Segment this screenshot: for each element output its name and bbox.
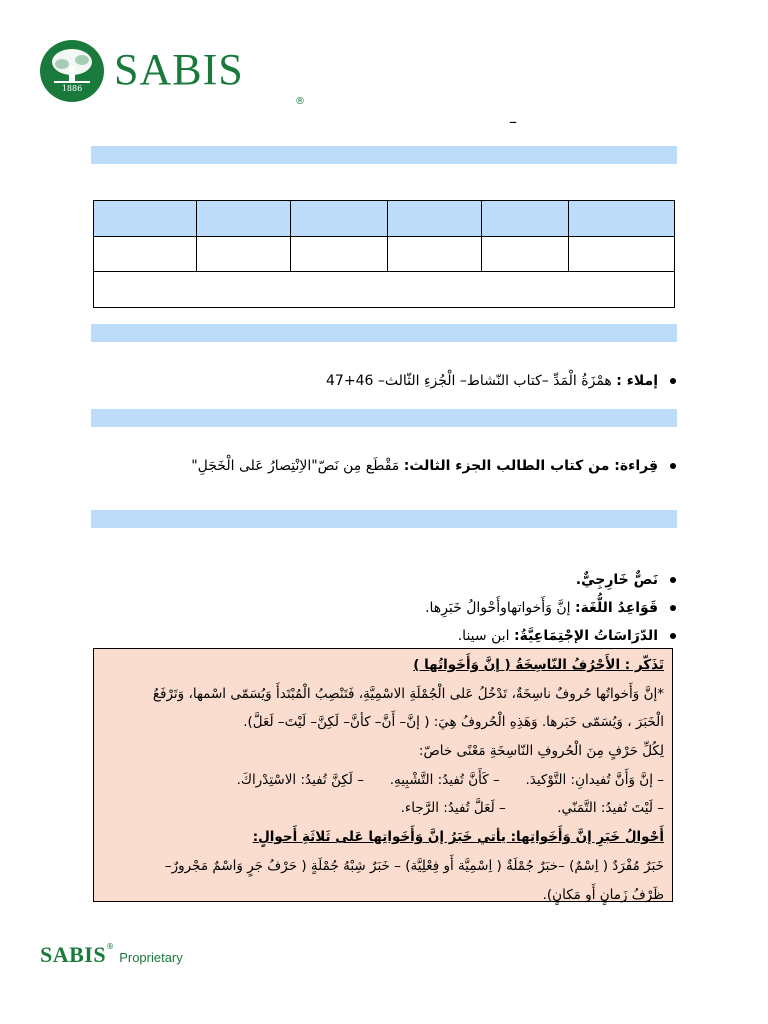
footer-proprietary: Proprietary <box>119 950 183 965</box>
list-item <box>425 594 676 622</box>
sabis-logo <box>40 40 305 107</box>
imla-text: همْزَةُ الْمَدِّ –كتاب النّشاط– الْجُزءِ الثّالث– 46+47 <box>326 373 612 389</box>
bullet-list <box>425 566 676 650</box>
reminder-title: تَذَكّر : الأَحْرُفُ النّاسِخَةُ ( إنَّ وَأَخَواتُها ) <box>413 657 664 673</box>
table-cell <box>196 201 290 237</box>
reminder-line: الْخَبَرَ ، وَيُسَمّى خَبَرها. وَهَذِهِ الْحُروفُ هِيَ: ( إنَّ– أَنَّ– كأنَّ– لَكِنَّ– لَيْتَ– لَعَلَّ). <box>243 714 664 731</box>
list-item-text: ابن سينا. <box>457 628 510 644</box>
reminder-line: لِكُلِّ حَرْفٍ مِنَ الْحُروفِ النّاسِخَةِ مَعْنًى خاصّ: <box>418 743 664 760</box>
footer-registered-mark: ® <box>106 942 115 951</box>
section-band-3 <box>91 409 677 427</box>
tree-emblem-icon <box>40 40 104 102</box>
list-item <box>425 622 676 650</box>
reminder-subtitle: أَحْوالُ خَبَرِ إنَّ وَأَخَواتِها: يأتي خَبَرُ إنَّ وَأَخَواتِها عَلى ثَلاثَةِ أَحوالٍ: <box>252 829 664 846</box>
bullet-icon <box>670 633 676 639</box>
grammar-reminder-box <box>93 648 673 902</box>
imla-item <box>326 373 676 389</box>
table-cell <box>94 237 197 272</box>
logo-wordmark: SABIS <box>114 45 244 94</box>
list-item-label: قَوَاعِدُ اللُّغَة: <box>574 600 658 616</box>
reminder-line: خَبَرٌ مُفْرَدٌ ( اِسْمٌ) –خبَرٌ جُمْلَةٌ ( اِسْمِيَّة أَو فِعْلِيَّة) – خَبَرٌ شِبْهُ جُمْلَةٍ ( حَرْفُ جَرٍ وَاسْمٌ مَجْرورٌ– <box>164 857 664 874</box>
list-item-label: الدّرَاسَاتُ الإجْتِمَاعِيَّةُ: <box>513 628 658 644</box>
table-cell <box>94 272 675 308</box>
table-cell <box>94 201 197 237</box>
section-band-2 <box>91 324 677 342</box>
table-cell <box>482 201 569 237</box>
table-cell <box>196 237 290 272</box>
section-band-4 <box>91 510 677 528</box>
footer-brand: SABIS <box>40 942 107 967</box>
reminder-line: ظَرْفُ زَمانٍ أَو مَكانٍ). <box>542 886 664 903</box>
table-cell <box>290 237 388 272</box>
qiraa-label: قِراءة: من كتاب الطالب الجزء الثالث: <box>403 458 658 474</box>
table-cell <box>388 237 482 272</box>
list-item-text: إنَّ وَأَخواتهاوأَحْوالُ خَبَرِها. <box>425 600 571 616</box>
header-dash: – <box>509 112 517 131</box>
table-cell <box>482 237 569 272</box>
registered-mark: ® <box>295 96 305 107</box>
reminder-line: – لَيْتَ تُفيدُ: التَّمَنّي. – لَعَلَّ تُفيدُ: الرَّجاء. <box>400 800 664 817</box>
bullet-icon <box>670 463 676 469</box>
section-band-1 <box>91 146 677 164</box>
table-cell <box>569 201 675 237</box>
table-row <box>94 237 675 272</box>
table-cell <box>388 201 482 237</box>
table-cell <box>290 201 388 237</box>
table-header-row <box>94 201 675 237</box>
reminder-line: *إنَّ وَأَخواتُها حُروفٌ ناسِخَةٌ، تَدْخُلُ عَلى الْجُمْلَةِ الاسْمِيَّةِ، فَتَنْصِبُ الْمُبْتَدأَ وَيُسَمّى اسْمها، وَتَرْفَعُ <box>152 685 664 702</box>
logo-year: 1886 <box>61 84 83 93</box>
qiraa-text: مَقْطَع مِن نَصّ"الاِنْتِصارُ عَلى الْخَجَلِ" <box>191 458 400 474</box>
bullet-icon <box>670 605 676 611</box>
list-item <box>425 566 676 594</box>
bullet-icon <box>670 378 676 384</box>
qiraa-item <box>191 458 676 474</box>
table-cell <box>569 237 675 272</box>
imla-label: إملاء : <box>616 373 658 389</box>
schedule-table <box>93 200 675 308</box>
table-row <box>94 272 675 308</box>
list-item-label: نَصٌّ خَارِجِيٌّ. <box>575 572 658 588</box>
footer <box>40 942 183 968</box>
bullet-icon <box>670 577 676 583</box>
reminder-line: – إنَّ وَأَنَّ تُفيدانِ: التَّوْكيدَ. – كَأَنَّ تُفيدُ: التَّشْبِيهِ. – لَكِنَّ تُفيدُ: الاسْتِدْراكَ. <box>236 771 664 788</box>
